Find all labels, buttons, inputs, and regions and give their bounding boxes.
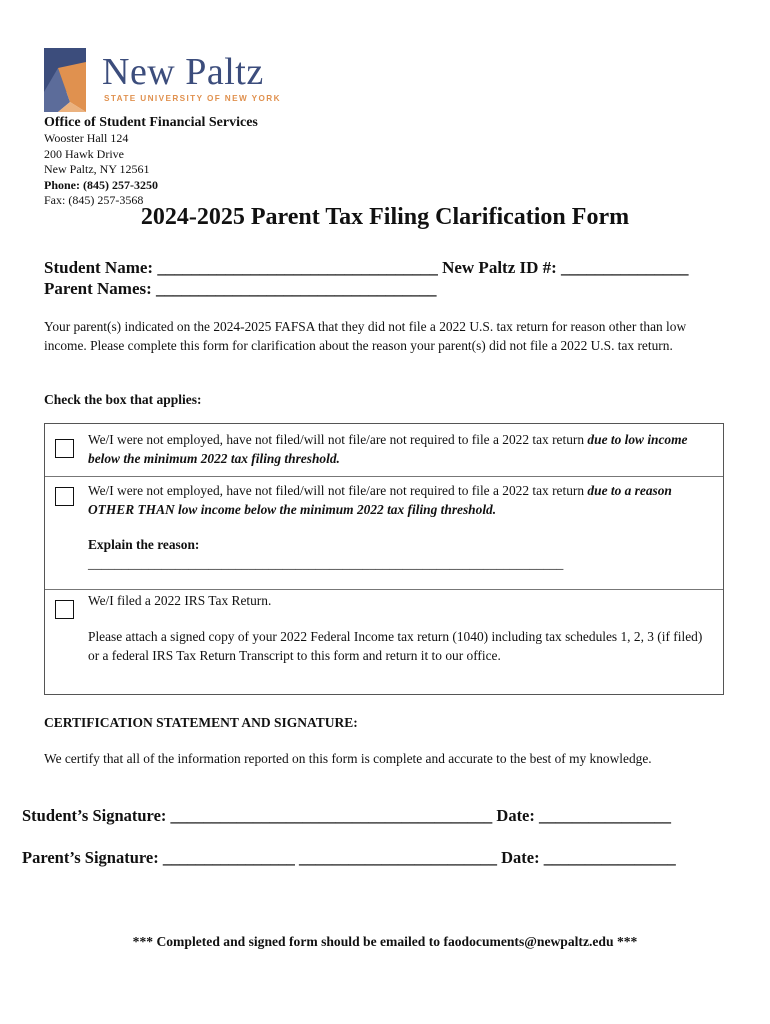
office-address-line-2: 200 Hawk Drive — [44, 146, 124, 161]
office-fax: Fax: (845) 257-3568 — [44, 193, 144, 207]
office-name: Office of Student Financial Services — [44, 115, 258, 130]
explain-reason-label: Explain the reason: — [88, 537, 200, 552]
option-text: We/I filed a 2022 IRS Tax Return. — [88, 593, 272, 608]
option-text — [88, 430, 708, 468]
low-income-checkbox[interactable] — [55, 439, 74, 458]
footer-instructions: *** Completed and signed form should be emailed to faodocuments@newpaltz.edu *** — [132, 934, 638, 949]
form-title: 2024-2025 Parent Tax Filing Clarification Form — [140, 204, 630, 230]
parent-signature-line[interactable]: Parent’s Signature: ________________ ________________________ Date: ________________ — [22, 848, 676, 867]
explain-reason-block — [88, 535, 708, 573]
logo-name: New Paltz — [102, 51, 264, 93]
option-text-main: We/I were not employed, have not filed/will not file/are not required to file a 2022 tax return — [88, 432, 588, 447]
filed-return-checkbox[interactable] — [55, 600, 74, 619]
option-row-other-reason — [45, 476, 723, 590]
attach-instructions: Please attach a signed copy of your 2022 Federal Income tax return (1040) including tax schedules 1, 2, 3 (if filed) or a federal IRS Tax Return Transcript to this form and return it to our office. — [88, 629, 703, 663]
certification-statement: We certify that all of the information reported on this form is complete and accurate to the best of my knowledge. — [44, 751, 652, 766]
office-address-line-1: Wooster Hall 124 — [44, 131, 129, 145]
explain-reason-line[interactable]: _______________________________________________________________________ — [88, 556, 564, 571]
identity-fields — [44, 257, 689, 299]
option-text — [88, 481, 708, 519]
student-name-field[interactable]: Student Name: _________________________________ New Paltz ID #: _______________ — [44, 258, 689, 277]
office-phone: Phone: (845) 257-3250 — [44, 177, 158, 192]
intro-paragraph: Your parent(s) indicated on the 2024-2025 FAFSA that they did not file a 2022 U.S. tax return for reason other than low income. Please complete this form for clarification about the reason your parent(s) did not file a 2022 U.S. tax return. — [44, 319, 687, 353]
option-row-low-income — [45, 424, 723, 477]
options-table — [44, 423, 724, 695]
option-text-emphasis: due to low income below the minimum 2022 tax filing threshold. — [88, 432, 688, 466]
new-paltz-logo — [44, 44, 284, 114]
logo-subtitle: STATE UNIVERSITY OF NEW YORK — [104, 94, 281, 103]
new-paltz-logo-mark-icon — [44, 44, 90, 112]
check-heading: Check the box that applies: — [44, 392, 202, 407]
office-contact-block — [44, 114, 258, 209]
option-row-filed-return — [45, 589, 723, 694]
option-text-emphasis: due to a reason OTHER THAN low income below the minimum 2022 tax filing threshold. — [88, 483, 672, 517]
certification-heading: CERTIFICATION STATEMENT AND SIGNATURE: — [44, 715, 358, 730]
other-reason-checkbox[interactable] — [55, 487, 74, 506]
option-text-main: We/I were not employed, have not filed/will not file/are not required to file a 2022 tax return — [88, 483, 588, 498]
student-signature-line[interactable]: Student’s Signature: _______________________________________ Date: ________________ — [22, 806, 672, 825]
parent-names-field[interactable]: Parent Names: _________________________________ — [44, 279, 437, 298]
office-address-line-3: New Paltz, NY 12561 — [44, 162, 150, 176]
